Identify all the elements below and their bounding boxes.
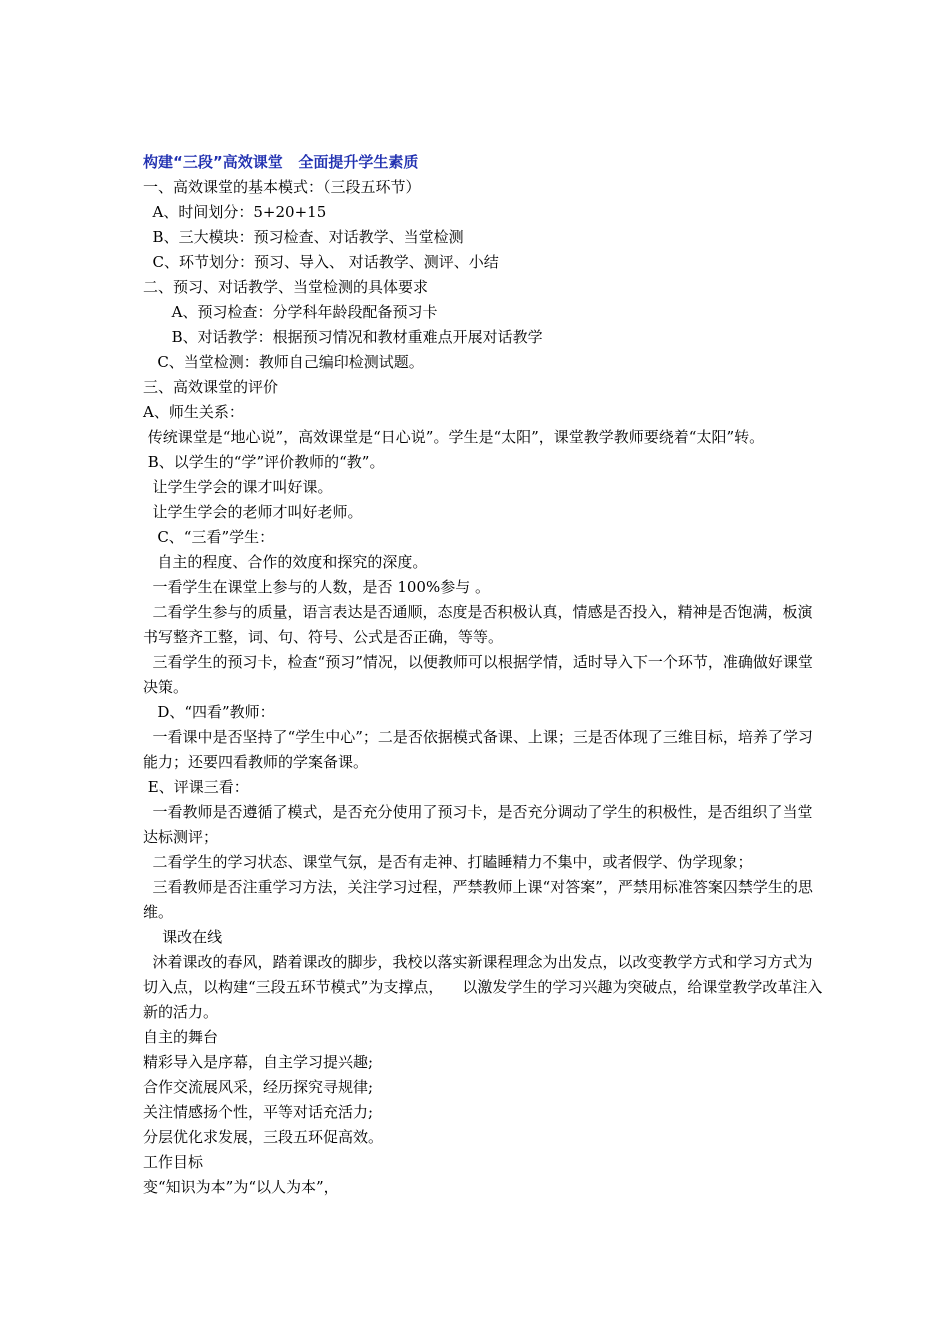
section-heading: 自主的舞台 bbox=[143, 1028, 219, 1046]
text-paragraph: 传统课堂是“地心说”，高效课堂是“日心说”。学生是“太阳”，课堂教学教师要绕着“太阳”转。 bbox=[143, 428, 765, 446]
text-line: B、以学生的“学”评价教师的“教”。 bbox=[143, 453, 385, 471]
text-line: 自主的程度、合作的效度和探究的深度。 bbox=[143, 553, 428, 571]
text-line: C、当堂检测：教师自己编印检测试题。 bbox=[143, 353, 424, 371]
text-paragraph: 一看教师是否遵循了模式，是否充分使用了预习卡，是否充分调动了学生的积极性，是否组织了当堂达标测评； bbox=[143, 803, 813, 846]
text-line: 二、预习、对话教学、当堂检测的具体要求 bbox=[143, 278, 429, 296]
text-line: 分层优化求发展，三段五环促高效。 bbox=[143, 1128, 384, 1146]
text-paragraph: 一看课中是否坚持了“学生中心”；二是否依据模式备课、上课；三是否体现了三维目标，培养了学习能力；还要四看教师的学案备课。 bbox=[143, 728, 813, 771]
text-line: 合作交流展风采，经历探究寻规律; bbox=[143, 1078, 374, 1096]
text-line: 精彩导入是序幕，自主学习提兴趣; bbox=[143, 1053, 374, 1071]
text-line: 让学生学会的老师才叫好老师。 bbox=[143, 503, 363, 521]
text-line: C、“三看”学生： bbox=[143, 528, 275, 546]
section-heading: 工作目标 bbox=[143, 1153, 204, 1171]
text-line: A、师生关系： bbox=[143, 403, 244, 421]
text-paragraph: 三看教师是否注重学习方法，关注学习过程，严禁教师上课“对答案”，严禁用标准答案囚禁学生的思维。 bbox=[143, 878, 813, 921]
text-line: B、三大模块：预习检查、对话教学、当堂检测 bbox=[143, 228, 464, 246]
document-page bbox=[143, 150, 823, 1200]
text-line: 一看学生在课堂上参与的人数，是否 100%参与 。 bbox=[143, 578, 490, 596]
text-line: A、时间划分：5+20+15 bbox=[143, 203, 327, 221]
text-line: 关注情感扬个性，平等对话充活力; bbox=[143, 1103, 374, 1121]
text-line: 让学生学会的课才叫好课。 bbox=[143, 478, 333, 496]
text-line: D、“四看”教师： bbox=[143, 703, 275, 721]
document-title: 构建“三段”高效课堂 全面提升学生素质 bbox=[143, 153, 419, 171]
section-heading: 课改在线 bbox=[143, 928, 223, 946]
text-paragraph: 三看学生的预习卡，检查“预习”情况，以便教师可以根据学情，适时导入下一个环节，准确做好课堂决策。 bbox=[143, 653, 813, 696]
text-line: 变“知识为本”为“以人为本”， bbox=[143, 1178, 339, 1196]
text-line: E、评课三看： bbox=[143, 778, 249, 796]
text-line: A、预习检查：分学科年龄段配备预习卡 bbox=[143, 303, 438, 321]
text-paragraph: 沐着课改的春风，踏着课改的脚步，我校以落实新课程理念为出发点，以改变教学方式和学习方式为切入点，以构建“三段五环节模式”为支撑点， 以激发学生的学习兴趣为突破点，给课堂教学改革注入新的活力。 bbox=[143, 953, 823, 1021]
document-body bbox=[143, 175, 823, 1200]
text-line: 二看学生的学习状态、课堂气氛，是否有走神、打瞌睡精力不集中，或者假学、伪学现象； bbox=[143, 853, 753, 871]
text-line: C、环节划分：预习、导入、 对话教学、测评、小结 bbox=[143, 253, 499, 271]
text-line: 一、高效课堂的基本模式：（三段五环节） bbox=[143, 178, 421, 196]
text-line: 三、高效课堂的评价 bbox=[143, 378, 279, 396]
text-paragraph: 二看学生参与的质量，语言表达是否通顺，态度是否积极认真，情感是否投入，精神是否饱满，板演书写整齐工整，词、句、符号、公式是否正确，等等。 bbox=[143, 603, 813, 646]
text-line: B、对话教学：根据预习情况和教材重难点开展对话教学 bbox=[143, 328, 543, 346]
